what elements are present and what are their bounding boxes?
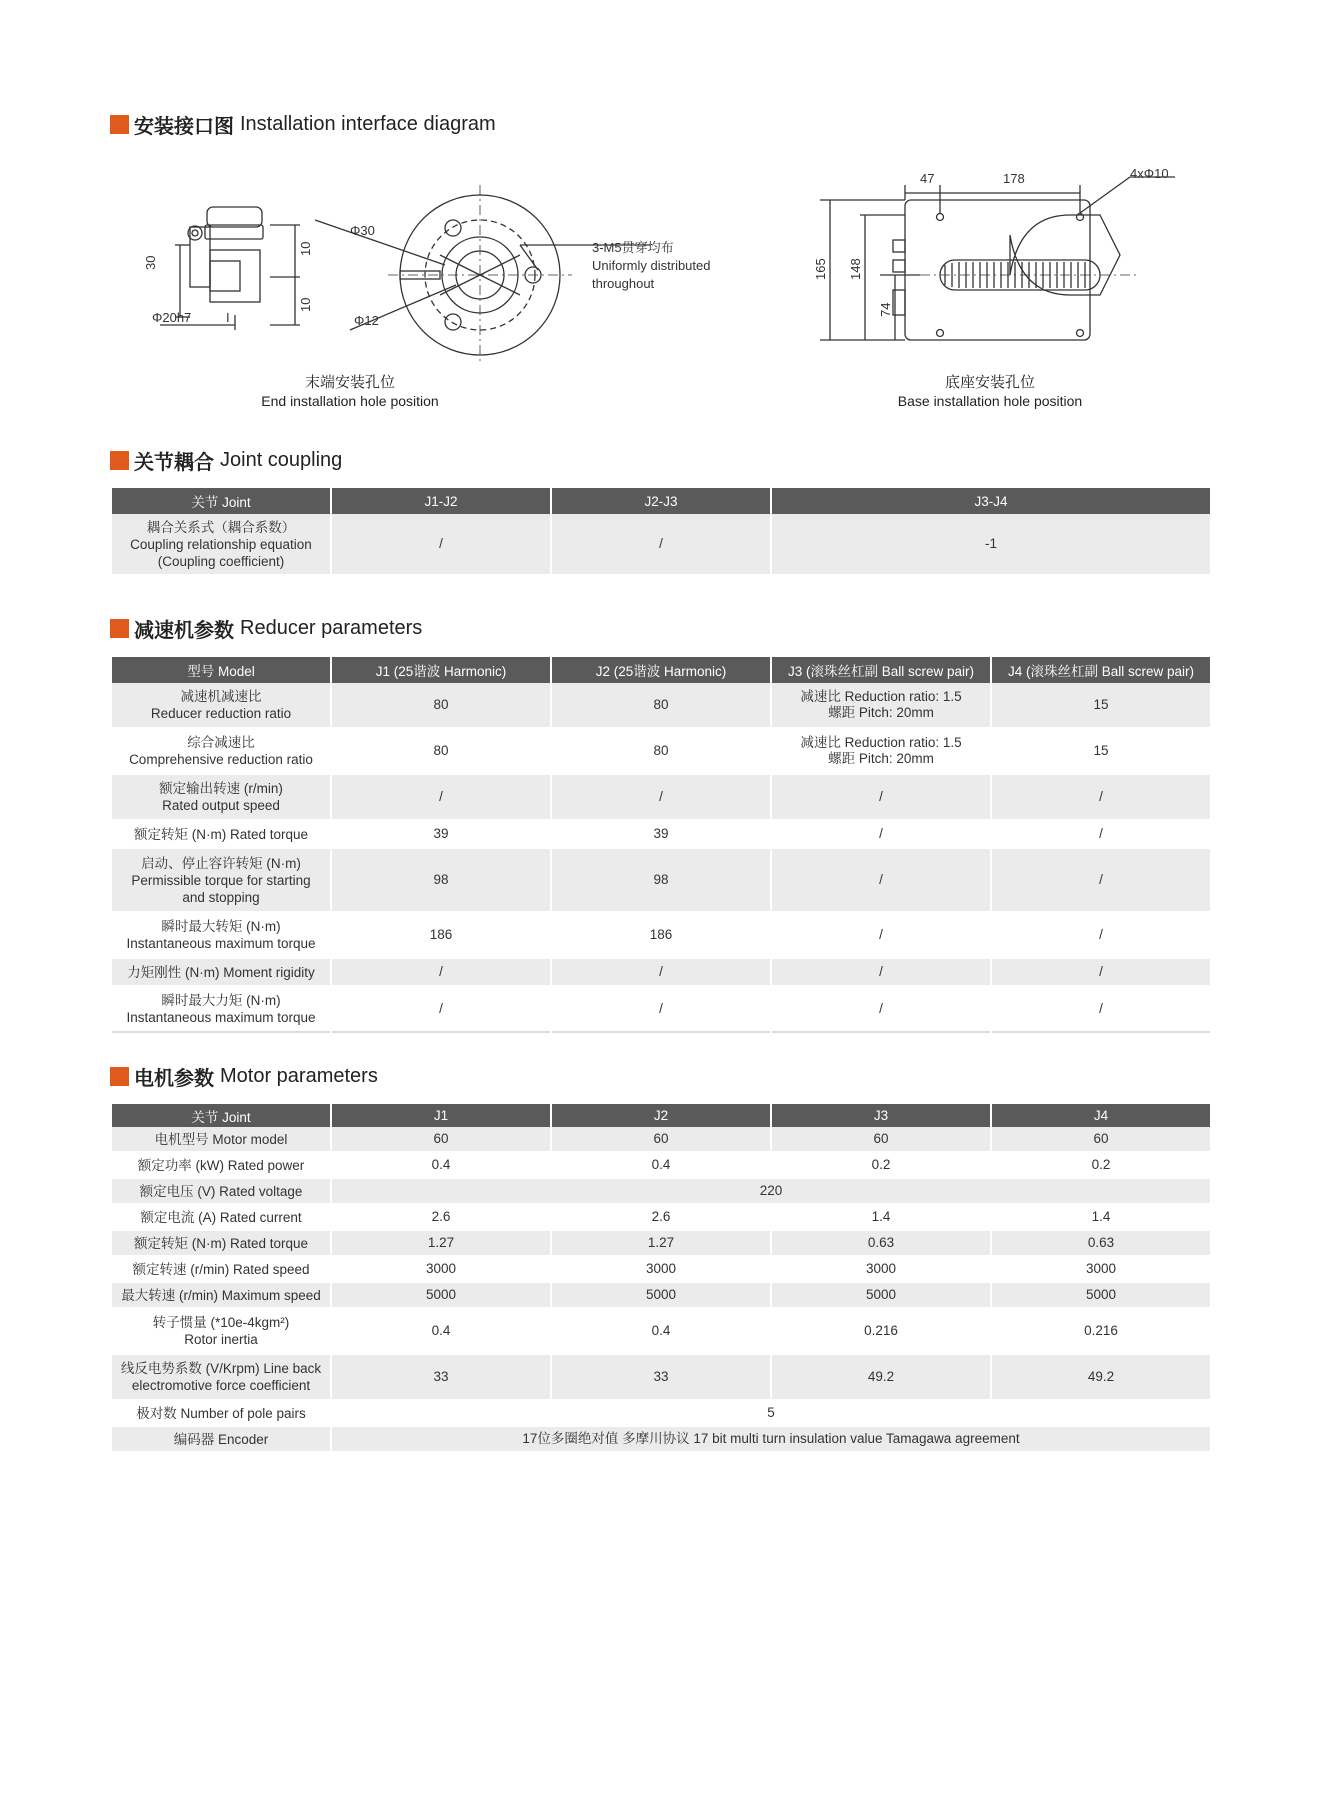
row-label [112,683,330,729]
holes-note-zh: 3-M5贯穿均布 [592,240,674,255]
cell: 0.4 [552,1153,770,1179]
cell: -1 [772,514,1210,576]
cell: / [552,514,770,576]
caption-zh: 底座安装孔位 [944,374,1035,391]
dim-i: I [226,310,230,325]
table-row [112,1401,1210,1427]
row-label [112,514,330,576]
label-line: and stopping [182,889,260,905]
reducer-table [110,657,1212,1033]
section-title-en: Installation interface diagram [240,113,496,135]
header-cell: J2 (25谐波 Harmonic) [552,657,770,683]
table-row [112,1127,1210,1153]
label-en: (Coupling coefficient) [157,553,285,569]
cell: / [332,775,550,821]
header-cell: J3 [772,1104,990,1127]
label-line: 瞬时最大转矩 (N·m) [161,919,281,934]
section-installation-heading [110,110,496,139]
row-label: 额定电压 (V) Rated voltage [112,1179,330,1205]
dim-d12: Φ12 [354,313,379,328]
table-row [112,1153,1210,1179]
cell: 0.4 [332,1309,550,1355]
cell: 15 [992,683,1210,729]
dim-holes: 4xΦ10 [1130,166,1169,181]
cell: 60 [332,1127,550,1153]
cell: 5000 [772,1283,990,1309]
cell: / [992,821,1210,849]
header-cell: J1 (25谐波 Harmonic) [332,657,550,683]
cell: 0.4 [552,1309,770,1355]
cell: / [772,775,990,821]
row-label: 额定转速 (r/min) Rated speed [112,1257,330,1283]
merged-cell: 220 [332,1179,1210,1205]
cell: 15 [992,729,1210,775]
table-row [112,1257,1210,1283]
row-label: 极对数 Number of pole pairs [112,1401,330,1427]
label-line: 转子惯量 (*10e-4kgm²) [152,1315,290,1330]
end-installation-diagram [140,185,740,385]
table-row [112,987,1210,1033]
cell: 60 [552,1127,770,1153]
cell: / [332,514,550,576]
dim-178: 178 [1003,171,1025,186]
cell: / [772,987,990,1033]
base-diagram-caption [880,374,1100,410]
dim-165: 165 [813,258,828,280]
label-line: Comprehensive reduction ratio [129,752,313,767]
section-marker [110,451,129,470]
header-cell: J4 [992,1104,1210,1127]
row-label [112,849,330,913]
section-title-en: Joint coupling [220,449,343,471]
label-line: Rotor inertia [184,1332,258,1347]
cell: 60 [992,1127,1210,1153]
header-cell: 关节 Joint [112,1104,330,1127]
table-row [112,729,1210,775]
cell: 1.4 [772,1205,990,1231]
row-label [112,913,330,959]
table-row [112,1231,1210,1257]
header-cell: J3 (滚珠丝杠副 Ball screw pair) [772,657,990,683]
table-row [112,775,1210,821]
section-title-zh: 电机参数 [134,1068,214,1090]
row-label: 电机型号 Motor model [112,1127,330,1153]
dim-148: 148 [848,258,863,280]
table-row [112,683,1210,729]
section-motor-heading [110,1062,378,1091]
label-line: Permissible torque for starting [131,872,311,888]
cell: 0.4 [332,1153,550,1179]
table-header-row [112,1104,1210,1127]
header-cell: J1-J2 [332,488,550,514]
cell: 186 [552,913,770,959]
section-title-en: Reducer parameters [240,617,423,639]
cell: 80 [552,729,770,775]
cell: 98 [552,849,770,913]
label-line: 瞬时最大力矩 (N·m) [161,993,281,1008]
dim-d30: Φ30 [350,223,375,238]
table-row [112,821,1210,849]
cell: / [992,775,1210,821]
cell: 2.6 [332,1205,550,1231]
table-row [112,514,1210,576]
cell: / [332,987,550,1033]
cell: 39 [332,821,550,849]
table-header-row [112,657,1210,683]
table-row [112,1283,1210,1309]
holes-note-en1: Uniformly distributed [592,258,711,273]
cell: 0.63 [772,1231,990,1257]
cell: 80 [552,683,770,729]
cell: / [552,987,770,1033]
header-cell: J1 [332,1104,550,1127]
row-label: 额定转矩 (N·m) Rated torque [112,1231,330,1257]
row-label [112,1309,330,1355]
cell: / [552,959,770,987]
label-line: electromotive force coefficient [131,1378,311,1393]
cell: 0.216 [772,1309,990,1355]
cell: 3000 [992,1257,1210,1283]
cell: / [552,775,770,821]
dim-30: 30 [143,255,158,270]
table-row [112,1309,1210,1355]
cell: 60 [772,1127,990,1153]
table-row [112,1427,1210,1453]
dim-10b: 10 [298,297,313,312]
cell: 0.2 [772,1153,990,1179]
label-line: 减速机减速比 [180,689,262,704]
cell: / [332,959,550,987]
merged-cell: 17位多圈绝对值 多摩川协议 17 bit multi turn insulation value Tamagawa agreement [332,1427,1210,1453]
cell: / [992,987,1210,1033]
cell: 1.4 [992,1205,1210,1231]
cell: / [772,959,990,987]
row-label: 编码器 Encoder [112,1427,330,1453]
row-label: 额定电流 (A) Rated current [112,1205,330,1231]
cell-line: 螺距 Pitch: 20mm [828,751,934,766]
dim-74: 74 [878,302,893,317]
label-line: 启动、停止容许转矩 (N·m) [141,855,301,871]
cell: 0.216 [992,1309,1210,1355]
label-line: 线反电势系数 (V/Krpm) Line back [120,1361,322,1376]
label-en: Coupling relationship equation [130,536,312,552]
label-line: 额定输出转速 (r/min) [159,781,283,796]
header-cell: J2-J3 [552,488,770,514]
caption-zh: 末端安装孔位 [304,374,395,391]
table-row [112,1179,1210,1205]
cell [772,683,990,729]
section-marker [110,115,129,134]
row-label [112,729,330,775]
dim-d20: Φ20h7 [152,310,192,325]
cell: 3000 [772,1257,990,1283]
row-label: 额定功率 (kW) Rated power [112,1153,330,1179]
row-label: 额定转矩 (N·m) Rated torque [112,821,330,849]
cell [772,729,990,775]
header-cell: J2 [552,1104,770,1127]
caption-en: Base installation hole position [897,393,1083,409]
table-row [112,849,1210,913]
cell-line: 减速比 Reduction ratio: 1.5 [800,735,962,750]
cell: / [772,849,990,913]
section-reducer-heading [110,614,422,643]
section-coupling-heading [110,446,342,475]
cell: 1.27 [552,1231,770,1257]
cell: 80 [332,683,550,729]
coupling-table [110,488,1212,576]
cell: 2.6 [552,1205,770,1231]
cell: 0.63 [992,1231,1210,1257]
merged-cell: 5 [332,1401,1210,1427]
cell: 1.27 [332,1231,550,1257]
section-title-zh: 安装接口图 [134,116,234,138]
cell: 0.2 [992,1153,1210,1179]
label-line: 综合减速比 [187,735,255,750]
cell: 5000 [332,1283,550,1309]
cell: / [992,849,1210,913]
header-cell: 关节 Joint [112,488,330,514]
row-label [112,987,330,1033]
label-line: Reducer reduction ratio [150,706,292,721]
cell: / [772,913,990,959]
table-row [112,913,1210,959]
cell: 3000 [332,1257,550,1283]
cell: 33 [332,1355,550,1401]
end-diagram-caption [250,374,450,410]
table-header-row [112,488,1210,514]
cell-line: 减速比 Reduction ratio: 1.5 [800,689,962,704]
section-marker [110,619,129,638]
cell: 5000 [552,1283,770,1309]
base-installation-diagram [780,165,1200,365]
section-marker [110,1067,129,1086]
cell: 80 [332,729,550,775]
row-label: 最大转速 (r/min) Maximum speed [112,1283,330,1309]
cell: 49.2 [772,1355,990,1401]
label-zh: 耦合关系式（耦合系数） [146,519,296,535]
section-title-zh: 减速机参数 [134,620,234,642]
label-line: Instantaneous maximum torque [126,936,316,951]
cell: 3000 [552,1257,770,1283]
cell: 98 [332,849,550,913]
dim-10a: 10 [298,241,313,256]
cell: / [992,959,1210,987]
cell: 186 [332,913,550,959]
section-title-zh: 关节耦合 [134,452,214,474]
dim-47: 47 [920,171,935,186]
table-row [112,959,1210,987]
cell: / [992,913,1210,959]
cell: 39 [552,821,770,849]
header-cell: J4 (滚珠丝杠副 Ball screw pair) [992,657,1210,683]
header-cell: J3-J4 [772,488,1210,514]
row-label: 力矩刚性 (N·m) Moment rigidity [112,959,330,987]
cell: 33 [552,1355,770,1401]
cell: / [772,821,990,849]
cell: 5000 [992,1283,1210,1309]
table-row [112,1205,1210,1231]
cell-line: 螺距 Pitch: 20mm [828,705,934,720]
label-line: Instantaneous maximum torque [126,1010,316,1025]
section-title-en: Motor parameters [220,1065,378,1087]
header-cell: 型号 Model [112,657,330,683]
label-line: Rated output speed [162,798,280,813]
holes-note-en2: throughout [592,276,655,291]
row-label [112,1355,330,1401]
caption-en: End installation hole position [261,393,439,409]
cell: 49.2 [992,1355,1210,1401]
motor-table [110,1104,1212,1453]
table-row [112,1355,1210,1401]
row-label [112,775,330,821]
